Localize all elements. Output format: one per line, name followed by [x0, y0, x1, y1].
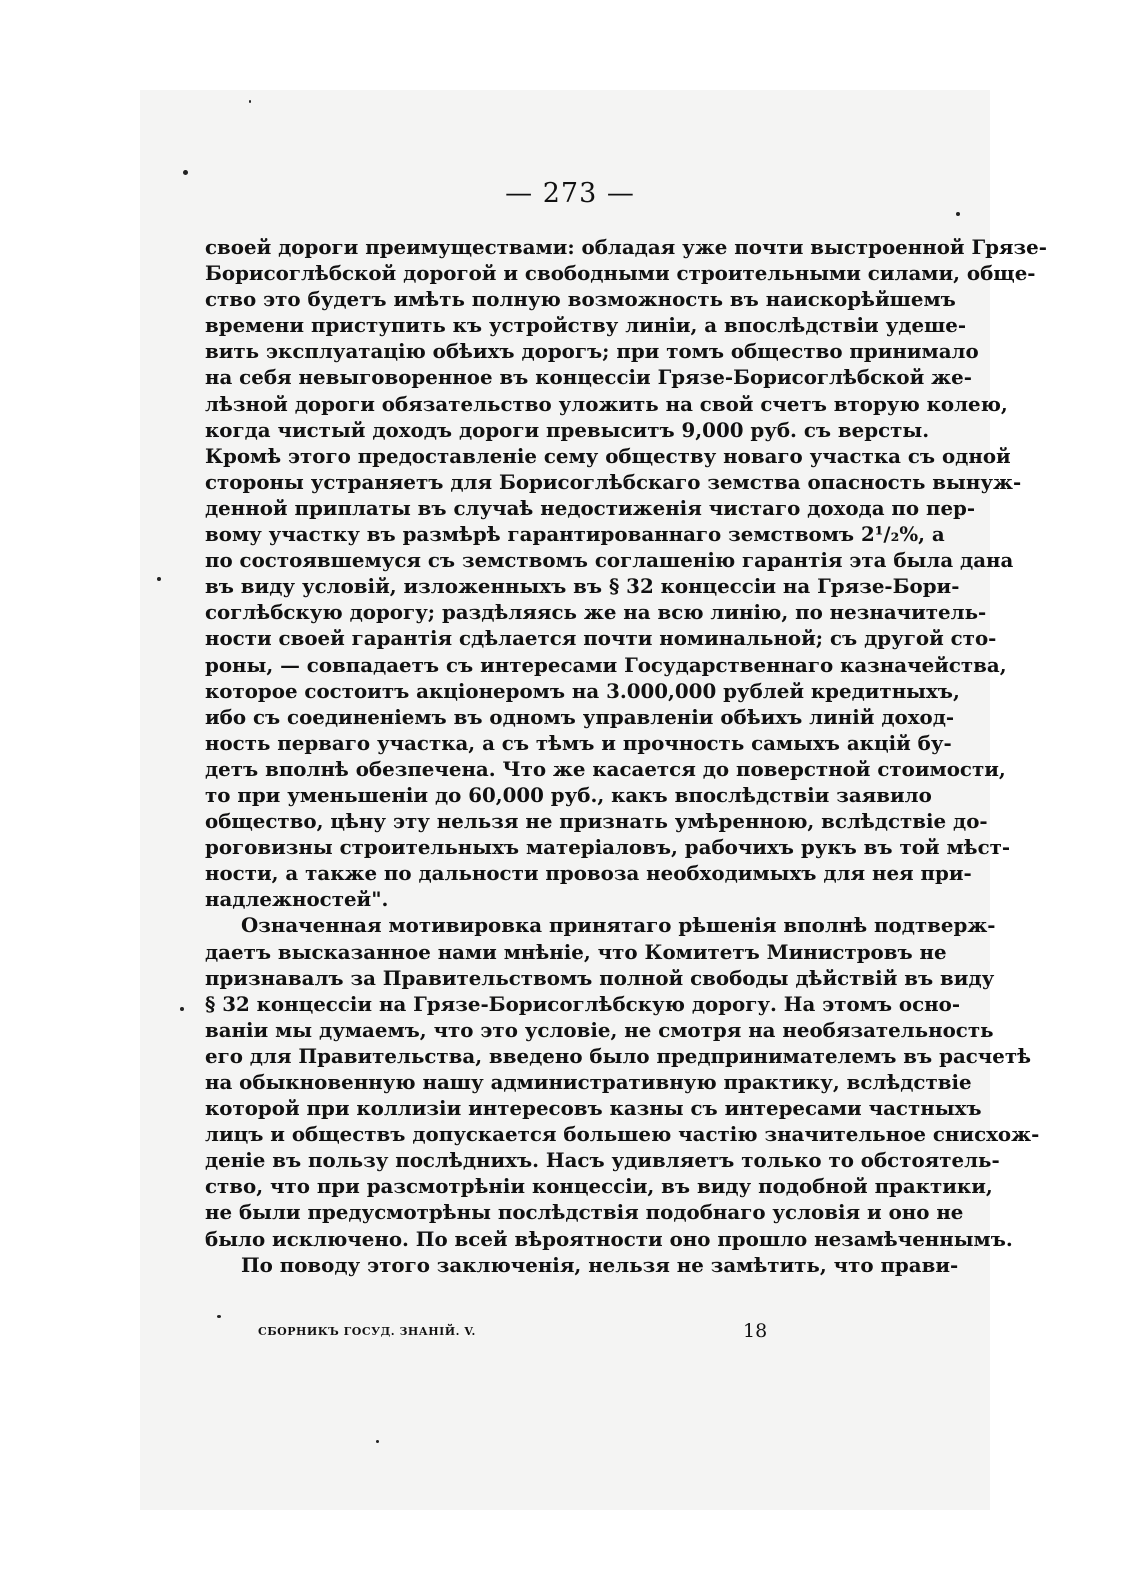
- text-line: то при уменьшеніи до 60,000 руб., какъ впослѣдствіи заявило: [205, 782, 932, 807]
- page-number: — 273 —: [505, 178, 635, 209]
- footer-signature: СБОРНИКЪ ГОСУД. ЗНАНІЙ. V.: [258, 1325, 476, 1338]
- text-line: стороны устраняетъ для Борисоглѣбскаго земства опасность вынуж-: [205, 469, 1022, 494]
- text-line: По поводу этого заключенія, нельзя не замѣтить, что прави-: [241, 1252, 959, 1277]
- text-line: надлежностей".: [205, 887, 389, 912]
- text-line: ваніи мы думаемъ, что это условіе, не смотря на необязательность: [205, 1017, 994, 1042]
- text-line: которой при коллизіи интересовъ казны съ интересами частныхъ: [205, 1096, 982, 1121]
- text-line: ство это будетъ имѣть полную возможность въ наискорѣйшемъ: [205, 287, 956, 312]
- scan-speck: [157, 577, 161, 581]
- text-line: въ виду условій, изложенныхъ въ § 32 концессіи на Грязе-Бори-: [205, 574, 960, 599]
- text-line: ство, что при разсмотрѣніи концессіи, въ виду подобной практики,: [205, 1174, 993, 1199]
- text-line: своей дороги преимуществами: обладая уже почти выстроенной Грязе-: [205, 235, 1047, 259]
- scan-speck: [249, 100, 251, 103]
- scan-speck: [217, 1315, 221, 1318]
- text-line: времени приступить къ устройству линіи, а впослѣдствіи удеше-: [205, 313, 967, 338]
- text-line: деніе въ пользу послѣднихъ. Насъ удивляетъ только то обстоятель-: [205, 1148, 1000, 1173]
- footer-sheet-number: 18: [743, 1320, 768, 1342]
- text-line: на обыкновенную нашу административную практику, вслѣдствіе: [205, 1070, 972, 1094]
- text-line: когда чистый доходъ дороги превыситъ 9,000 руб. съ версты.: [205, 417, 930, 442]
- text-line: общество, цѣну эту нельзя не признать умѣренною, вслѣдствіе до-: [205, 809, 988, 834]
- text-line: вому участку въ размѣрѣ гарантированнаго земствомъ 2¹/₂%, а: [205, 522, 945, 547]
- text-line: § 32 концессіи на Грязе-Борисоглѣбскую дорогу. На этомъ осно-: [205, 991, 961, 1016]
- text-line: соглѣбскую дорогу; раздѣляясь же на всю линію, по незначитель-: [205, 600, 987, 625]
- text-line: Борисоглѣбской дорогой и свободными строительными силами, обще-: [205, 261, 1036, 286]
- text-line: на себя невыговоренное въ концессіи Грязе-Борисоглѣбской же-: [205, 365, 972, 390]
- text-line: не были предусмотрѣны послѣдствія подобнаго условія и оно не: [205, 1200, 964, 1225]
- text-line: Означенная мотивировка принятаго рѣшенія вполнѣ подтверж-: [241, 913, 996, 938]
- scan-speck: [183, 170, 188, 175]
- text-line: даетъ высказанное нами мнѣніе, что Комитетъ Министровъ не: [205, 939, 947, 964]
- scan-speck: [376, 1440, 379, 1443]
- text-line: лицъ и обществъ допускается большею частію значительное снисхож-: [205, 1122, 1040, 1147]
- text-line: признавалъ за Правительствомъ полной свободы дѣйствій въ виду: [205, 965, 995, 990]
- text-line: вить эксплуатацію обѣихъ дорогъ; при томъ общество принимало: [205, 339, 979, 364]
- text-line: роны, — совпадаетъ съ интересами Государственнаго казначейства,: [205, 652, 1007, 677]
- scan-speck: [956, 212, 960, 216]
- text-line: его для Правительства, введено было предпринимателемъ въ расчетѣ: [205, 1043, 1032, 1068]
- text-line: лѣзной дороги обязательство уложить на свой счетъ вторую колею,: [205, 391, 1008, 416]
- text-line: ности своей гарантія сдѣлается почти номинальной; съ другой сто-: [205, 626, 997, 651]
- text-line: ности, а также по дальности провоза необходимыхъ для нея при-: [205, 861, 972, 886]
- text-line: ибо съ соединеніемъ въ одномъ управленіи обѣихъ линій доход-: [205, 704, 955, 729]
- scan-speck: [180, 1007, 184, 1011]
- text-line: по состоявшемуся съ земствомъ соглашенію гарантія эта была дана: [205, 548, 1014, 573]
- body-text: [205, 234, 1047, 1278]
- text-line: денной приплаты въ случаѣ недостиженія чистаго дохода по пер-: [205, 495, 976, 520]
- text-line: роговизны строительныхъ матеріаловъ, рабочихъ рукъ въ той мѣст-: [205, 835, 1011, 860]
- text-line: ность перваго участка, а съ тѣмъ и прочность самыхъ акцій бу-: [205, 730, 952, 755]
- text-line: было исключено. По всей вѣроятности оно прошло незамѣченнымъ.: [205, 1226, 1013, 1251]
- text-line: Кромѣ этого предоставленіе сему обществу новаго участка съ одной: [205, 443, 1011, 468]
- text-line: которое состоитъ акціонеромъ на 3.000,000 рублей кредитныхъ,: [205, 678, 960, 703]
- text-line: детъ вполнѣ обезпечена. Что же касается до поверстной стоимости,: [205, 756, 1006, 781]
